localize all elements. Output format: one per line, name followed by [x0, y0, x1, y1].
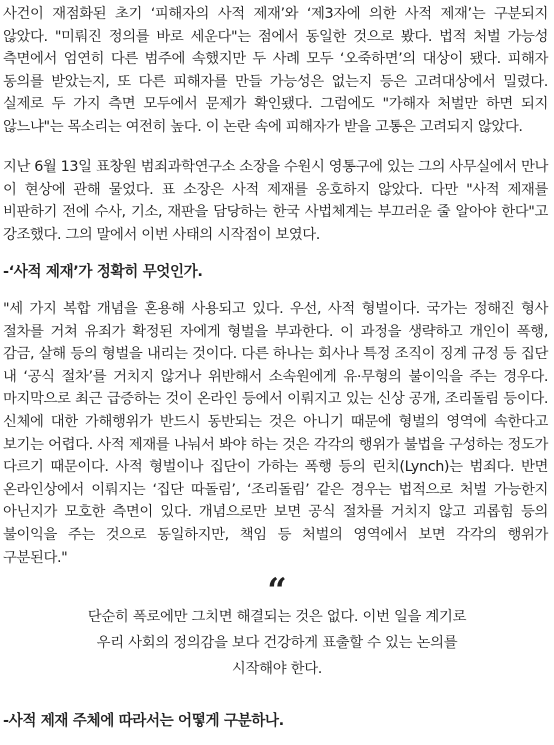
pull-quote-text: 단순히 폭로에만 그치면 해결되는 것은 없다. 이번 일을 계기로 우리 사회의 정의감을 보다 건강하게 표출할 수 있는 논의를 시작해야 한다.: [87, 609, 467, 677]
article-paragraph: 지난 6월 13일 표창원 범죄과학연구소 소장을 수원시 영통구에 있는 그의 사무실에서 만나 이 현상에 관해 물었다. 표 소장은 사적 제재를 옹호하지 않았다. 다만 "사적 제재를 비판하기 전에 수사, 기소, 재판을 담당하는 한국 사법체계는 부끄러운 줄 알아야 한다"고 강조했다. 그의 말에서 이번 사태의 시작점이 보였다.: [3, 159, 548, 243]
interview-answer-paragraph: "세 가지 복합 개념을 혼용해 사용되고 있다. 우선, 사적 형벌이다. 국가는 정해진 형사 절차를 거쳐 유죄가 확정된 자에게 형벌을 부과한다. 이 과정을 생략하고 개인이 폭행, 감금, 살해 등의 형벌을 내리는 것이다. 다른 하나는 회사나 특정 조직이 징계 규정 등 집단 내 ‘공식 절차’를 거치지 않거나 위반해서 소속원에게 유·무형의 불이익을 주는 경우다. 마지막으로 최근 급증하는 것이 온라인 등에서 이뤄지고 있는 신상 공개, 조리돌림 등이다. 신체에 대한 가해행위가 반드시 동반되는 것은 아니기 때문에 형벌의 영역에 속한다고 보기는 어렵다. 사적 제재를 나눠서 봐야 하는 것은 각각의 행위가 불법을 구성하는 정도가 다르기 때문이다. 사적 형벌이나 집단이 가하는 폭행 등의 린치(Lynch)는 범죄다. 반면 온라인상에서 이뤄지는 ‘집단 따돌림’, ‘조리돌림’ 같은 경우는 법적으로 처벌 가능한지 아닌지가 모호한 측면이 있다. 개념으로만 보면 공식 절차를 거치지 않고 괴롭힘 등의 불이익을 주는 것으로 동일하지만, 책임 등 처벌의 영역에서 보면 각각의 행위가 구분된다.": [3, 301, 548, 566]
quote-mark-icon: “: [267, 571, 287, 611]
article-paragraph: 사건이 재점화된 초기 ‘피해자의 사적 제재’와 ‘제3자에 의한 사적 제재’는 구분되지 않았다. "미뤄진 정의를 바로 세운다"는 점에서 동일한 것으로 봤다. 법적 처벌 가능성 측면에서 엄연히 다른 범주에 속했지만 두 사례 모두 ‘오죽하면’의 대상이 됐다. 피해자 동의를 받았는지, 또 다른 피해자를 만들 가능성은 없는지 등은 고려대상에서 밀렸다. 실제로 두 가지 측면 모두에서 문제가 확인됐다. 그럼에도 "가해자 처벌만 하면 되지 않느냐"는 목소리는 여전히 높다. 이 논란 속에 피해자가 받을 고통은 고려되지 않았다.: [3, 6, 548, 135]
pull-quote: [0, 571, 554, 682]
interview-question-heading: -‘사적 제재’가 정확히 무엇인가.: [3, 263, 203, 280]
interview-question-heading: -사적 제재 주체에 따라서는 어떻게 구분하나.: [3, 712, 284, 729]
